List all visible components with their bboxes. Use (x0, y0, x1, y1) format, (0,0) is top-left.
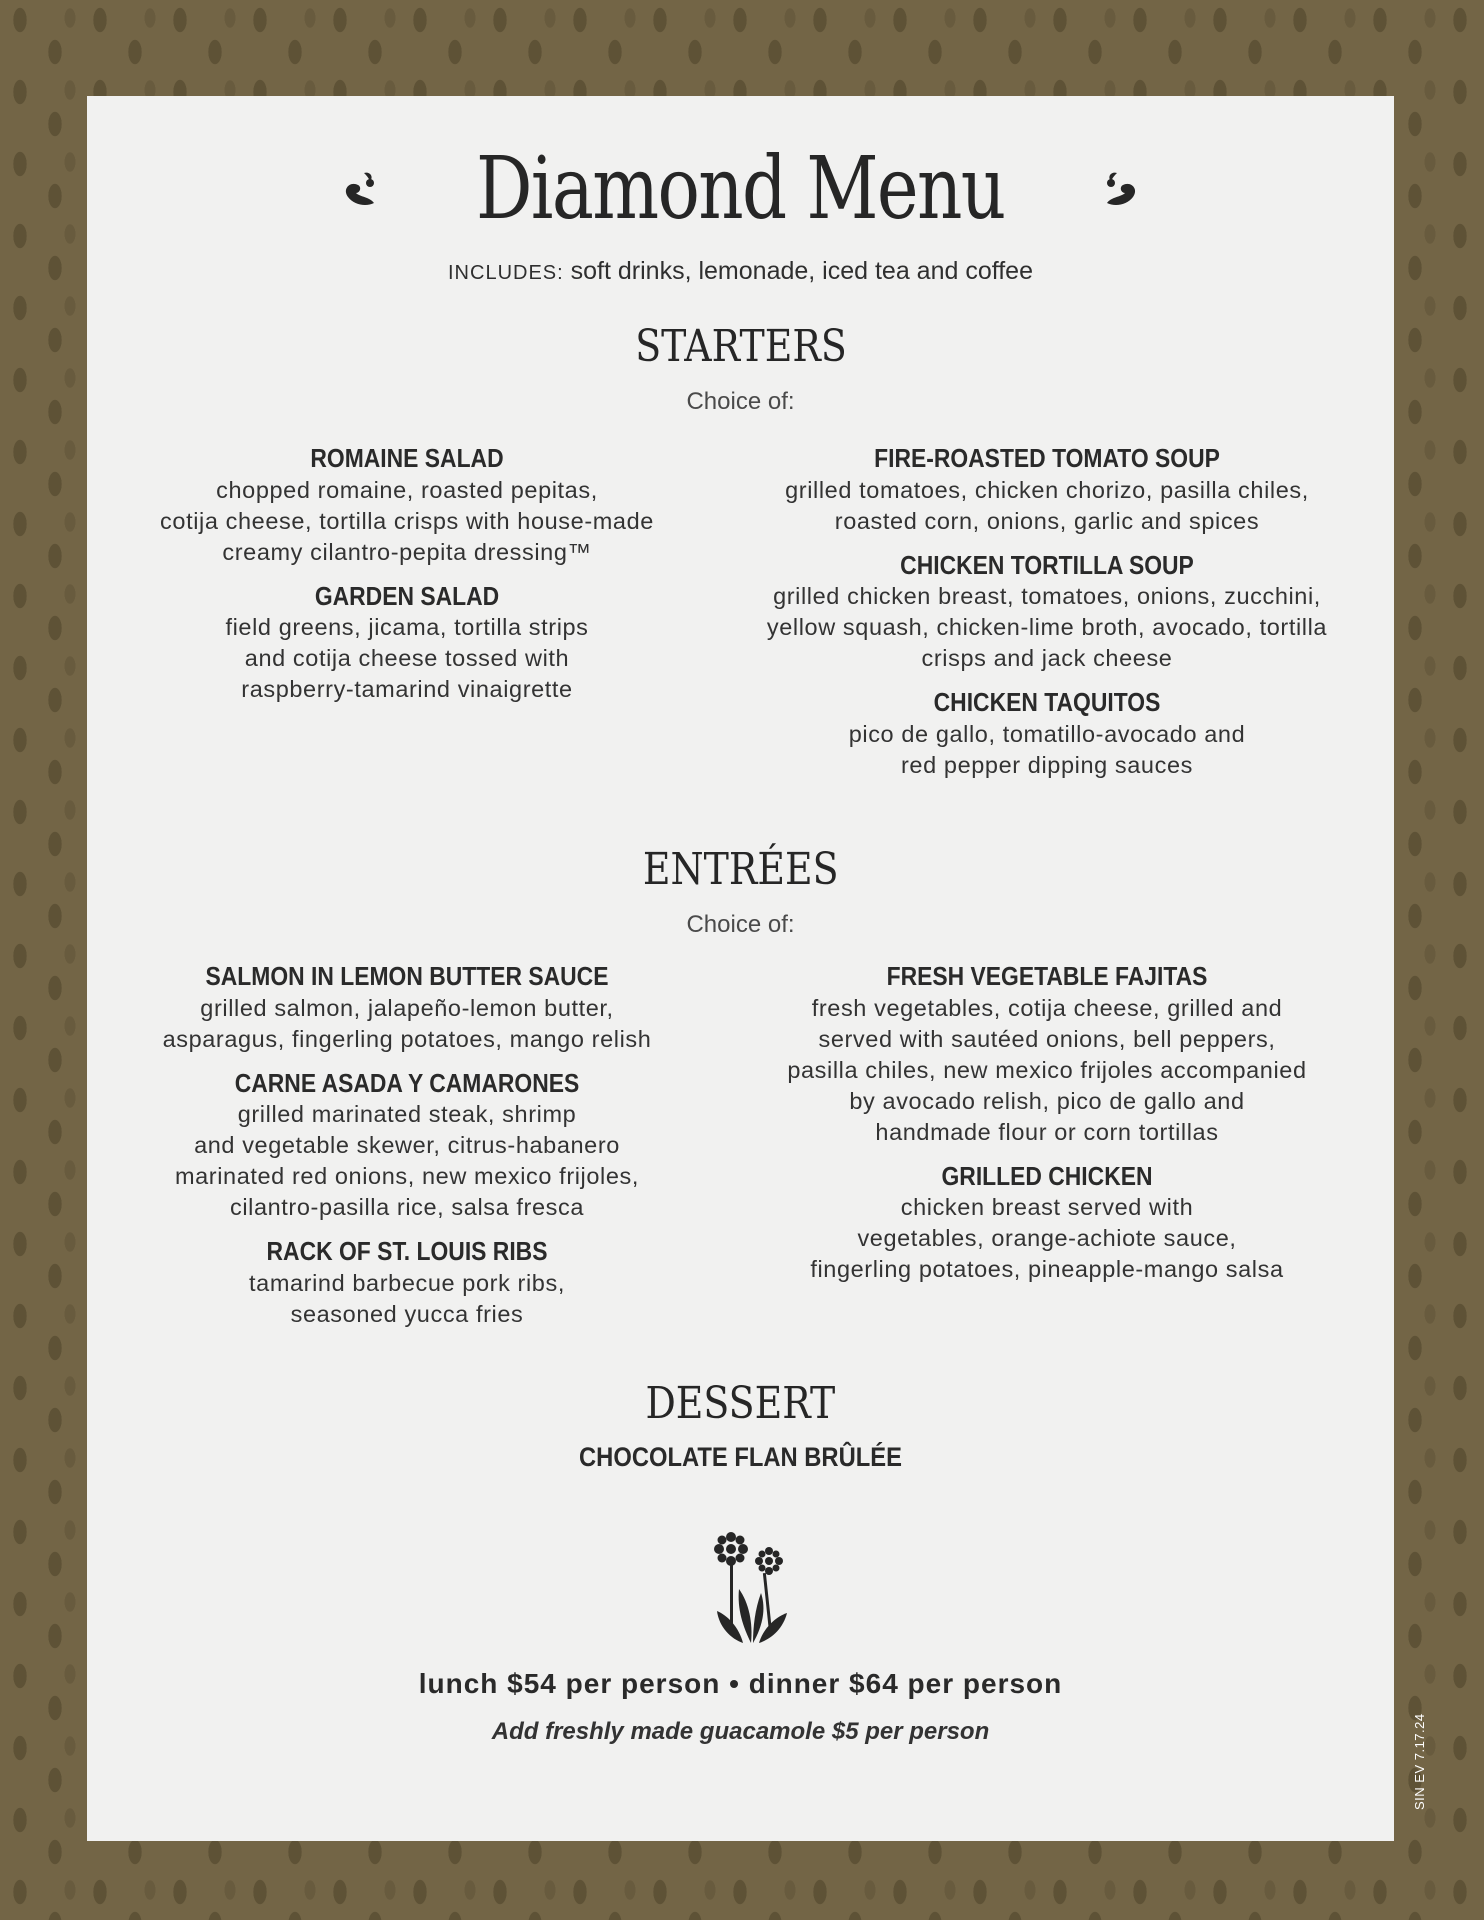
menu-item (147, 1067, 667, 1224)
dessert-heading: DESSERT (645, 1378, 836, 1429)
item-description: fresh vegetables, cotija cheese, grilled and served with sautéed onions, bell peppers, pasilla chiles, new mexico frijoles accompanied by avocado relish, pico de gallo and handmade flour or corn tortillas (787, 994, 1307, 1145)
price-line: lunch $54 per person • dinner $64 per person (418, 1668, 1063, 1699)
item-name: RACK OF ST. LOUIS RIBS (266, 1236, 548, 1266)
includes-text: soft drinks, lemonade, iced tea and coffee (570, 257, 1033, 285)
entrees-choice: Choice of: (686, 911, 795, 938)
starters-heading: STARTERS (634, 321, 847, 372)
item-name: SALMON IN LEMON BUTTER SAUCE (205, 961, 609, 991)
item-name: CHICKEN TORTILLA SOUP (900, 549, 1194, 580)
item-name: GARDEN SALAD (314, 580, 500, 611)
starters-heading-wrap (87, 321, 1394, 372)
menu-item (147, 960, 667, 1055)
item-description: tamarind barbecue pork ribs, seasoned yucca fries (249, 1269, 565, 1327)
entrees-heading: ENTRÉES (642, 844, 839, 895)
starters-left-column (147, 442, 667, 717)
flourish-right-icon (1099, 167, 1141, 211)
flower-icon (713, 1531, 791, 1645)
menu-card (87, 96, 1394, 1841)
item-name: FIRE-ROASTED TOMATO SOUP (874, 443, 1220, 473)
menu-item (747, 1160, 1347, 1286)
item-name: FRESH VEGETABLE FAJITAS (886, 961, 1208, 991)
item-name: ROMAINE SALAD (310, 443, 504, 473)
menu-item (747, 549, 1347, 675)
entrees-left-column (147, 960, 667, 1342)
item-name: GRILLED CHICKEN (941, 1160, 1153, 1191)
menu-item (747, 442, 1347, 537)
item-description: grilled salmon, jalapeño-lemon butter, asparagus, fingerling potatoes, mango relish (162, 994, 652, 1052)
item-name: CHICKEN TAQUITOS (933, 687, 1161, 717)
starters-choice: Choice of: (686, 388, 795, 415)
guacamole-addon: Add freshly made guacamole $5 per person (491, 1718, 990, 1745)
dessert-item-wrap (87, 1442, 1394, 1473)
item-description: chopped romaine, roasted pepitas, cotija cheese, tortilla crisps with house-made creamy cilantro-pepita dressing™ (160, 476, 654, 565)
menu-item (147, 442, 667, 568)
starters-right-column (747, 442, 1347, 793)
document-code: SIN EV 7.17.24 (1412, 1713, 1427, 1810)
menu-item (147, 580, 667, 706)
item-description: grilled tomatoes, chicken chorizo, pasilla chiles, roasted corn, onions, garlic and spices (785, 476, 1309, 534)
item-description: grilled chicken breast, tomatoes, onions, zucchini, yellow squash, chicken-lime broth, avocado, tortilla crisps and jack cheese (766, 583, 1328, 671)
item-description: pico de gallo, tomatillo-avocado and red pepper dipping sauces (848, 720, 1246, 778)
title-row (87, 139, 1394, 239)
item-name: CARNE ASADA Y CAMARONES (234, 1067, 580, 1098)
entrees-right-column (747, 960, 1347, 1297)
menu-item (147, 1235, 667, 1330)
menu-title: Diamond Menu (476, 139, 1005, 239)
dessert-item: CHOCOLATE FLAN BRÛLÉE (579, 1442, 902, 1472)
flourish-left-icon (340, 167, 382, 211)
dessert-heading-wrap (87, 1378, 1394, 1429)
menu-item (747, 686, 1347, 781)
item-description: chicken breast served with vegetables, orange-achiote sauce, fingerling potatoes, pineapple-mango salsa (810, 1194, 1284, 1282)
item-description: field greens, jicama, tortilla strips and cotija cheese tossed with raspberry-tamarind vinaigrette (225, 614, 589, 702)
includes-line (87, 257, 1394, 286)
includes-label: INCLUDES: (448, 262, 564, 284)
item-description: grilled marinated steak, shrimp and vegetable skewer, citrus-habanero marinated red onions, new mexico frijoles, cilantro-pasilla rice, salsa fresca (174, 1101, 640, 1220)
menu-item (747, 960, 1347, 1148)
entrees-heading-wrap (87, 844, 1394, 895)
